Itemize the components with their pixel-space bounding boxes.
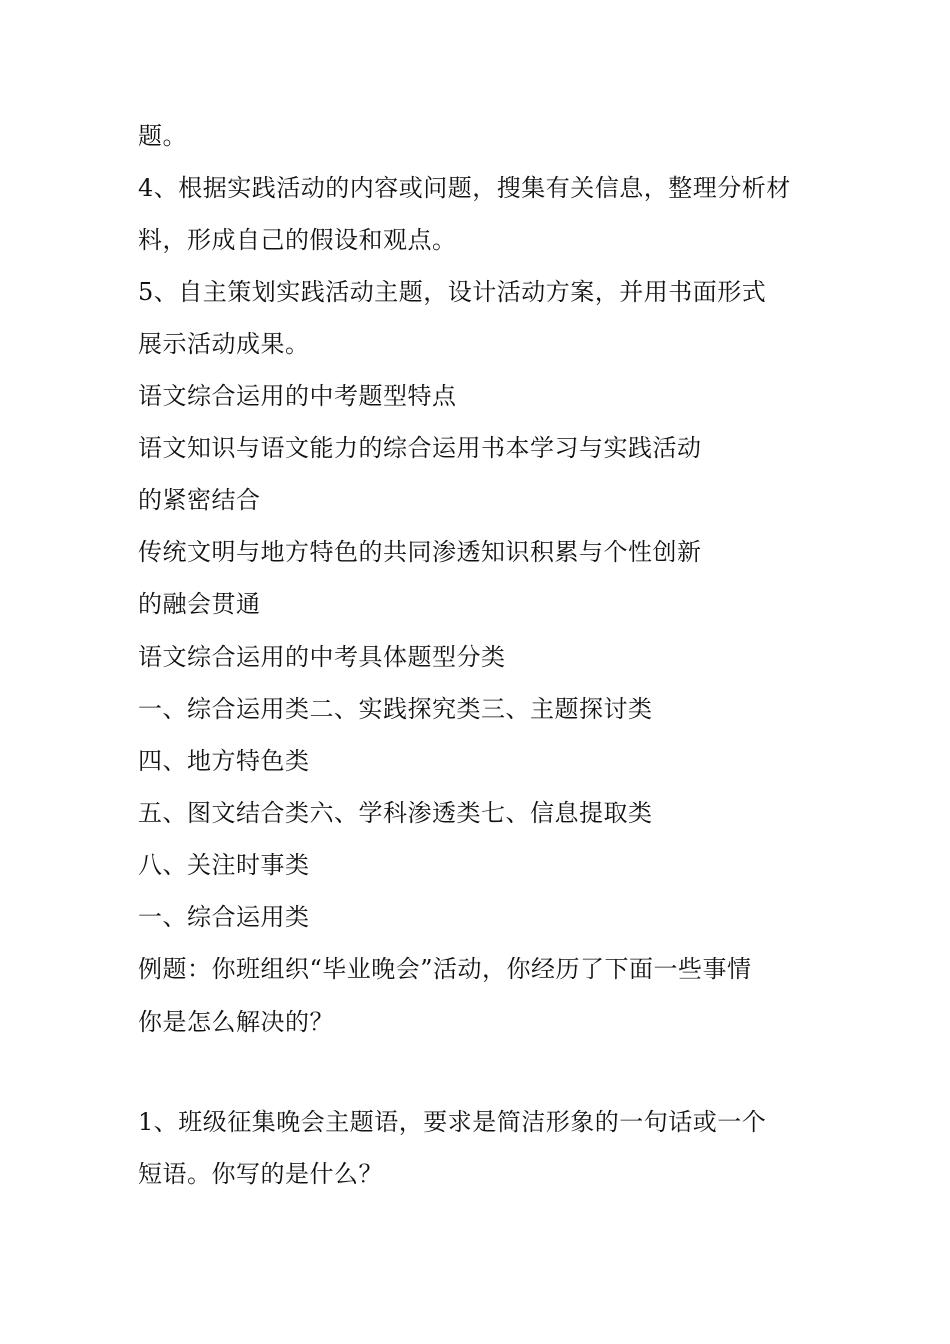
text-line: 你是怎么解决的？ (138, 1008, 334, 1036)
text-line: 五、图文结合类六、学科渗透类七、信息提取类 (138, 799, 653, 827)
text-line: 传统文明与地方特色的共同渗透知识积累与个性创新 (138, 538, 702, 566)
text-line: 语文知识与语文能力的综合运用书本学习与实践活动 (138, 434, 702, 462)
text-line: 一、综合运用类二、实践探究类三、主题探讨类 (138, 695, 653, 723)
text-line: 例题：你班组织“毕业晚会”活动，你经历了下面一些事情 (138, 955, 752, 983)
text-line: 5、自主策划实践活动主题，设计活动方案，并用书面形式 (138, 278, 767, 306)
section-heading: 语文综合运用的中考题型特点 (138, 382, 457, 410)
text-line: 的紧密结合 (138, 486, 261, 514)
text-line: 四、地方特色类 (138, 747, 310, 775)
section-heading: 语文综合运用的中考具体题型分类 (138, 643, 506, 671)
text-line: 的融会贯通 (138, 590, 261, 618)
text-line: 料，形成自己的假设和观点。 (138, 226, 457, 254)
text-line: 1、班级征集晚会主题语，要求是简洁形象的一句话或一个 (138, 1108, 767, 1136)
text-line: 八、关注时事类 (138, 851, 310, 879)
text-line: 展示活动成果。 (138, 330, 310, 358)
text-line: 题。 (138, 122, 187, 150)
section-heading: 一、综合运用类 (138, 903, 310, 931)
text-line: 短语。你写的是什么？ (138, 1160, 383, 1188)
text-line: 4、根据实践活动的内容或问题，搜集有关信息，整理分析材 (138, 174, 791, 202)
